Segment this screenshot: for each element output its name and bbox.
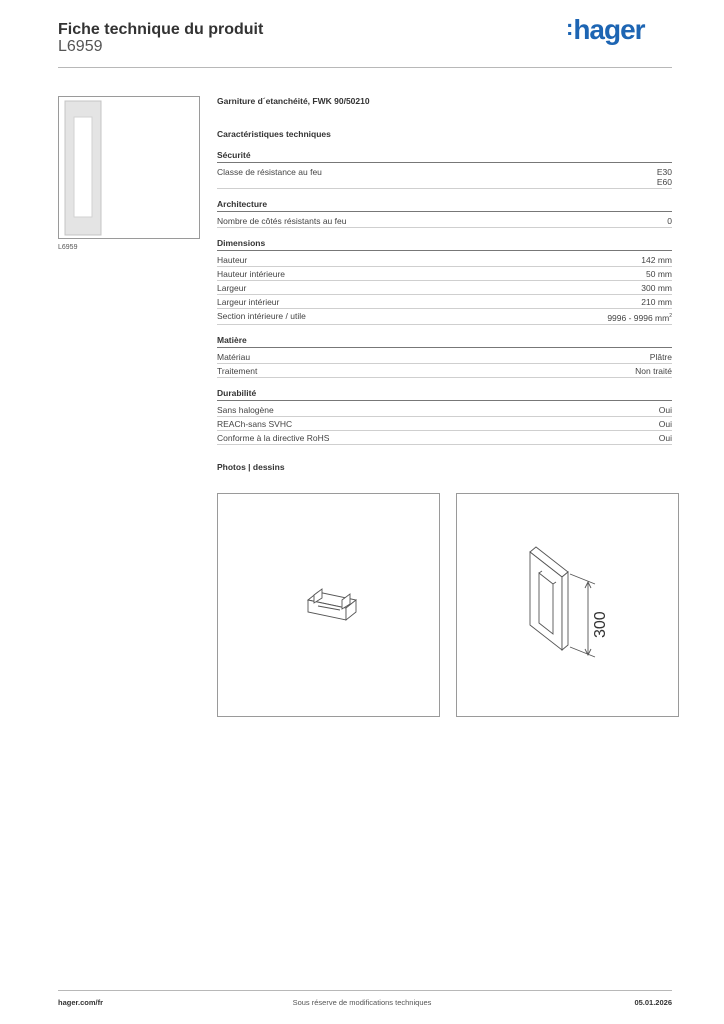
spec-value: 142 mm: [641, 255, 672, 265]
spec-row: [217, 253, 672, 267]
spec-value: 50 mm: [646, 269, 672, 279]
photo-isometric-drawing: [217, 493, 440, 717]
unit-superscript: 2: [669, 313, 672, 319]
spec-label: Largeur: [217, 283, 247, 293]
spec-label: Traitement: [217, 365, 258, 376]
spec-label: Largeur intérieur: [217, 297, 280, 307]
spec-row: [217, 350, 672, 364]
group-dimensions: [217, 238, 672, 325]
product-name: Garniture d´etanchéité, FWK 90/50210: [217, 96, 370, 106]
spec-value-line: E60: [656, 177, 672, 187]
spec-value: 210 mm: [641, 297, 672, 307]
seal-dimension-image: [457, 494, 678, 716]
spec-row: [217, 364, 672, 378]
dimension-label: 300: [592, 611, 609, 638]
product-reference: L6959: [58, 38, 103, 55]
spec-row: [217, 403, 672, 417]
spec-row: [217, 267, 672, 281]
spec-label: Hauteur: [217, 255, 248, 265]
thumbnail-caption: L6959: [58, 244, 78, 251]
group-securite: [217, 150, 672, 189]
spec-label: REACh-sans SVHC: [217, 418, 293, 429]
group-title: Dimensions: [217, 238, 672, 251]
thumbnail-frame-image: [59, 97, 199, 238]
spec-label: Conforme à la directive RoHS: [217, 432, 330, 443]
group-title: Architecture: [217, 199, 672, 212]
spec-label: Sans halogène: [217, 404, 274, 415]
group-title: Matière: [217, 335, 672, 348]
spec-value: Oui: [658, 404, 672, 415]
group-title: Durabilité: [217, 388, 672, 401]
group-title: Sécurité: [217, 150, 672, 163]
spec-row: [217, 309, 672, 325]
product-thumbnail: [58, 96, 200, 239]
spec-row: [217, 165, 672, 189]
header-divider: [58, 67, 672, 68]
photo-dimension-drawing: [456, 493, 679, 717]
spec-value: [607, 311, 672, 323]
spec-value: Oui: [658, 432, 672, 443]
spec-value: Oui: [658, 418, 672, 429]
spec-label: Classe de résistance au feu: [217, 167, 322, 177]
spec-value: Non traité: [635, 365, 672, 376]
document-title: Fiche technique du produit: [58, 21, 264, 38]
spec-row: [217, 214, 672, 228]
group-durabilite: [217, 388, 672, 445]
spec-value: Plâtre: [649, 351, 672, 362]
spec-row: [217, 417, 672, 431]
spec-label: Matériau: [217, 351, 251, 362]
tech-specs-heading: Caractéristiques techniques: [217, 129, 331, 139]
spec-label: Hauteur intérieure: [217, 269, 286, 279]
group-matiere: [217, 335, 672, 378]
spec-row: [217, 295, 672, 309]
seal-isometric-image: [218, 494, 439, 716]
spec-value: [657, 167, 672, 187]
spec-label: Section intérieure / utile: [217, 311, 306, 321]
footer-disclaimer: Sous réserve de modifications techniques: [292, 998, 432, 1007]
spec-value: 0: [667, 216, 672, 226]
spec-value-text: 9996 - 9996 mm: [607, 312, 670, 323]
logo-wordmark: hager: [573, 14, 645, 45]
spec-value: 300 mm: [641, 283, 672, 293]
group-architecture: [217, 199, 672, 228]
footer-website: hager.com/fr: [58, 998, 104, 1007]
footer-date: 05.01.2026: [634, 998, 672, 1007]
footer-divider: [58, 990, 672, 991]
hager-logo: [566, 14, 645, 46]
spec-row: [217, 431, 672, 445]
photos-heading: Photos | dessins: [217, 461, 285, 472]
spec-label: Nombre de côtés résistants au feu: [217, 216, 347, 226]
product-details: [217, 96, 672, 472]
spec-row: [217, 281, 672, 295]
spec-value-line: E30: [656, 167, 672, 177]
logo-colon-mark: :: [566, 15, 573, 40]
